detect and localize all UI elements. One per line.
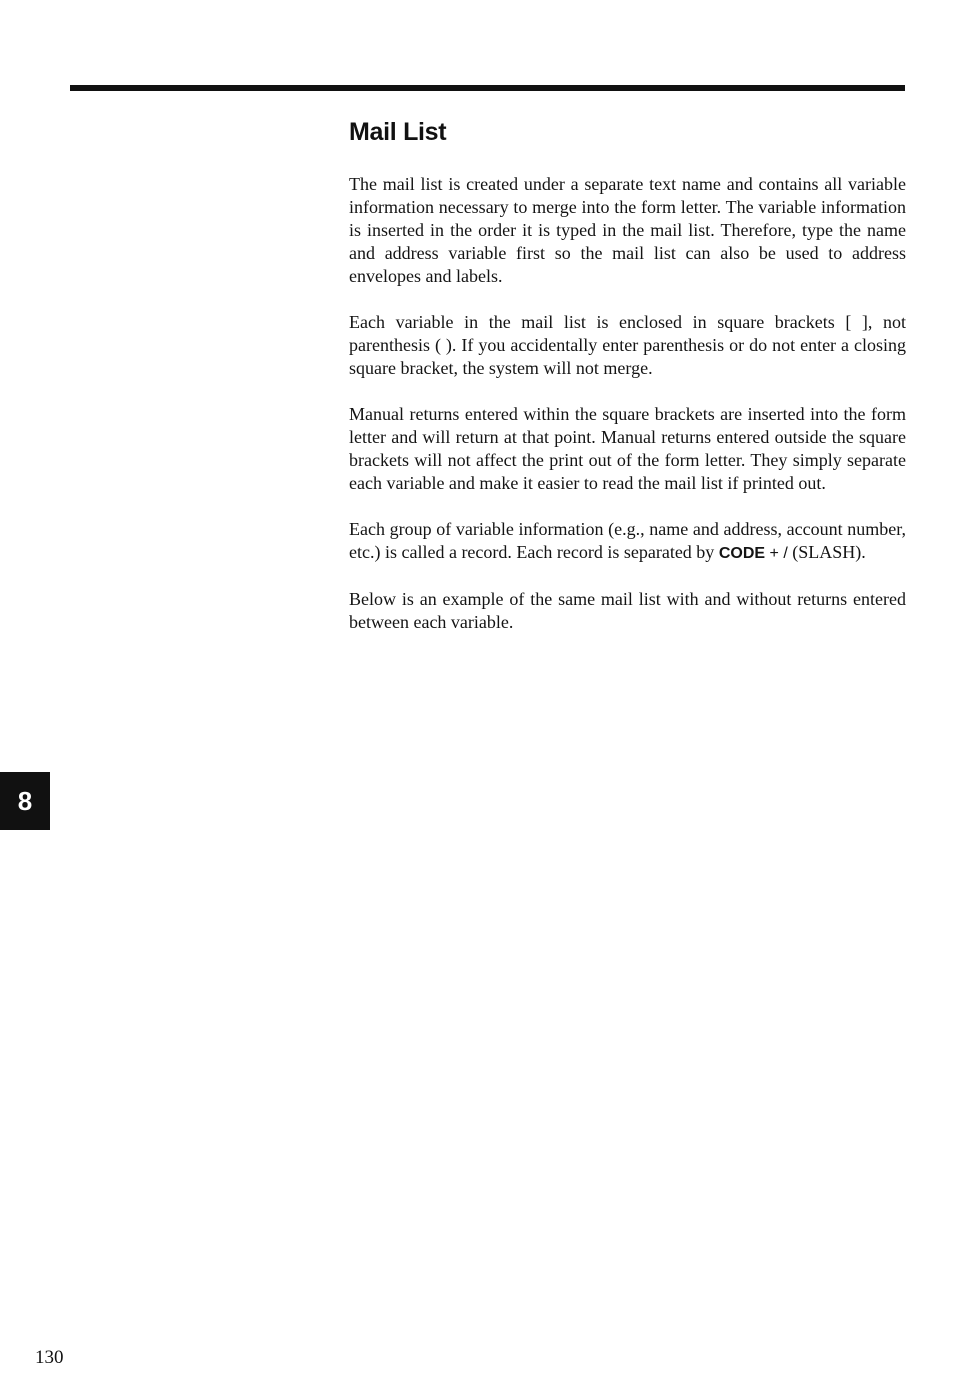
paragraph-records xyxy=(349,518,906,565)
section-title: Mail List xyxy=(349,118,447,146)
records-text: Each group of variable information (e.g., name and address, account number, etc.) is called a record. Each record is separated by xyxy=(349,519,906,562)
paragraph-square-brackets: Each variable in the mail list is enclosed in square brackets [ ], not parenthesis ( ). If you accidentally enter parenthesis or do not enter a closing square bracket, the system will not merge. xyxy=(349,312,906,378)
code-key-label: CODE xyxy=(718,545,766,562)
body-text xyxy=(349,173,906,657)
top-rule xyxy=(70,85,905,91)
paragraph-manual-returns: Manual returns entered within the square brackets are inserted into the form letter and will return at that point. Manual returns entered outside the square brackets will not affect the print out of the form letter. They simply separate each variable and make it easier to read the mail list if printed out. xyxy=(349,404,906,493)
chapter-tab: 8 xyxy=(0,772,50,830)
slash-key-suffix: (SLASH). xyxy=(792,542,866,562)
page-number: 130 xyxy=(35,1347,64,1368)
slash-key-label: + / xyxy=(769,545,788,562)
paragraph-mail-list-intro: The mail list is created under a separate text name and contains all variable information necessary to merge into the form letter. The variable information is inserted in the order it is typed in the mail list. Therefore, type the name and address variable first so the mail list can also be used to address envelopes and labels. xyxy=(349,174,906,286)
paragraph-example-intro: Below is an example of the same mail list with and without returns entered between each variable. xyxy=(349,589,906,632)
